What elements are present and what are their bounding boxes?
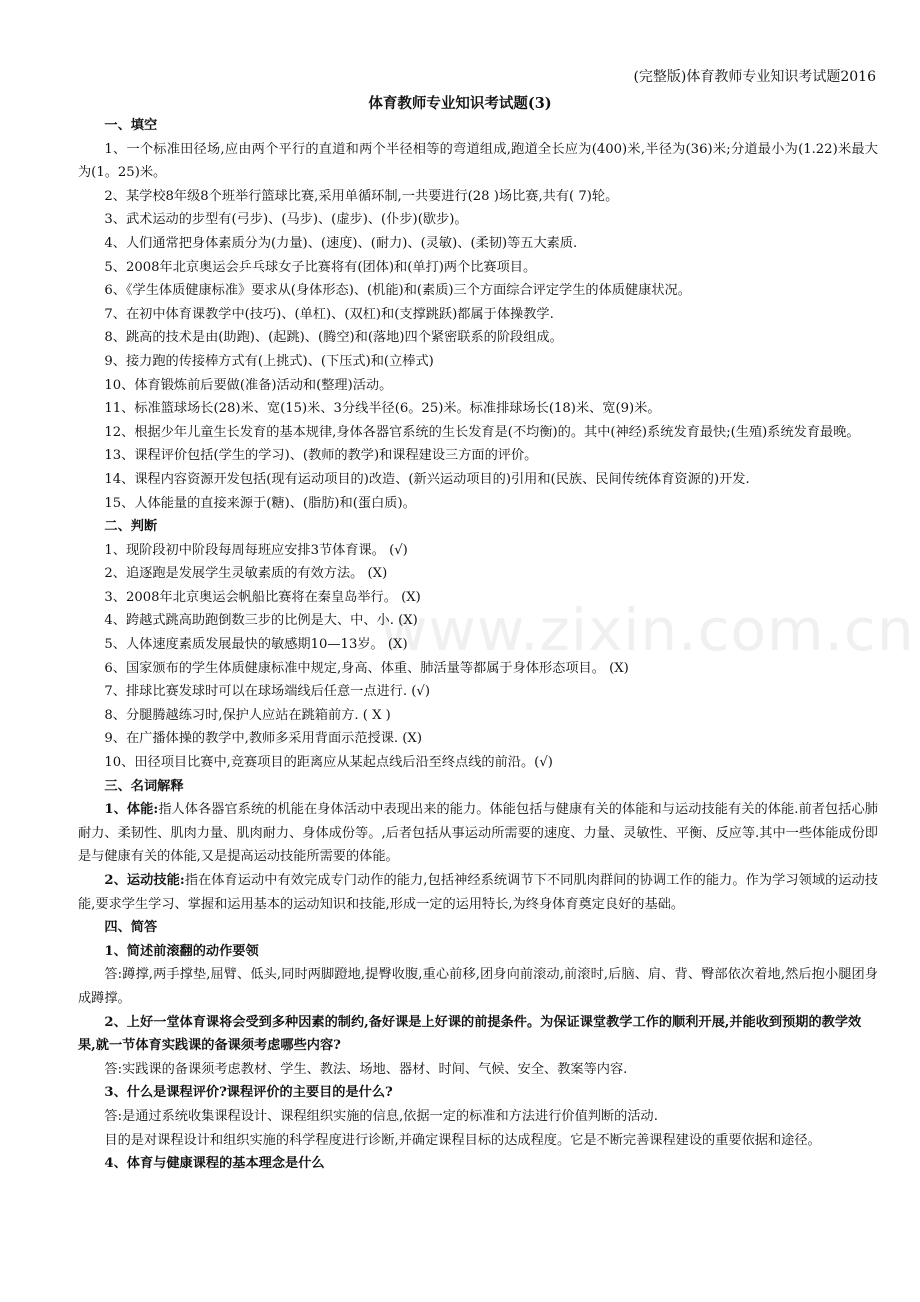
judge-item: 8、分腿腾越练习时,保护人应站在跳箱前方. ( X ) <box>104 707 391 723</box>
section-heading-short-answer: 四、简答 <box>104 920 158 936</box>
term-text: 指在体育运动中有效完成专门动作的能力,包括神经系统调节下不同肌肉群间的协调工作的能力。作为学习领域的运动技能,要求学生学习、掌握和运用基本的运动知识和技能,形成一定的运用特长,为终身体育奠定良好的基础。 <box>78 873 878 912</box>
fill-item: 12、根据少年儿童生长发育的基本规律,身体各器官系统的生长发育是(不均衡)的。其中(神经)系统发育最快;(生殖)系统发育最晚。 <box>104 424 860 440</box>
fill-item: 10、体育锻炼前后要做(准备)活动和(整理)活动。 <box>104 377 393 393</box>
document-body <box>78 114 878 1176</box>
fill-item: 9、接力跑的传接棒方式有(上挑式)、(下压式)和(立棒式) <box>104 353 434 369</box>
question: 1、简述前滚翻的动作要领 <box>104 943 259 959</box>
judge-item: 6、国家颁布的学生体质健康标准中规定,身高、体重、肺活量等都属于身体形态项目。 (X) <box>104 660 629 676</box>
term-definition <box>78 798 878 869</box>
fill-item: 8、跳高的技术是由(助跑)、(起跳)、(腾空)和(落地)四个紧密联系的阶段组成。 <box>104 330 563 346</box>
section-heading-fill-blank: 一、填空 <box>104 118 158 133</box>
judge-item: 5、人体速度素质发展最快的敏感期10—13岁。 (X) <box>104 637 408 653</box>
page-title: 体育教师专业知识考试题(3) <box>368 95 552 112</box>
judge-item: 9、在广播体操的教学中,教师多采用背面示范授课. (X) <box>104 731 422 747</box>
term-text: 指人体各器官系统的机能在身体活动中表现出来的能力。体能包括与健康有关的体能和与运动技能有关的体能.前者包括心肺耐力、柔韧性、肌肉力量、肌肉耐力、身体成份等。,后者包括从事运动所需要的速度、力量、灵敏性、平衡、反应等.其中一些体能成份即是与健康有关的体能,又是提高运动技能所需要的体能。 <box>78 802 878 865</box>
fill-item: 11、标准篮球场长(28)米、宽(15)米、3分线半径(6。25)米。标准排球场长(18)米、宽(9)米。 <box>104 401 661 417</box>
question: 2、上好一堂体育课将会受到多种因素的制约,备好课是上好课的前提条件。为保证课堂教学工作的顺利开展,并能收到预期的教学效果,就一节体育实践课的备课须考虑哪些内容? <box>78 1014 862 1054</box>
section-heading-terms: 三、名词解释 <box>104 778 184 794</box>
page-header: (完整版)体育教师专业知识考试题2016 <box>633 69 876 85</box>
judge-item: 10、田径项目比赛中,竞赛项目的距离应从某起点线后沿至终点线的前沿。(√) <box>104 755 553 771</box>
term-definition <box>78 869 878 916</box>
fill-item: 4、人们通常把身体素质分为(力量)、(速度)、(耐力)、(灵敏)、(柔韧)等五大素质. <box>104 235 578 251</box>
judge-item: 3、2008年北京奥运会帆船比赛将在秦皇岛举行。 (X) <box>104 589 421 605</box>
answer: 目的是对课程设计和组织实施的科学程度进行诊断,并确定课程目标的达成程度。它是不断完善课程建设的重要依据和途径。 <box>104 1132 821 1148</box>
judge-item: 7、排球比赛发球时可以在球场端线后任意一点进行. (√) <box>104 684 430 700</box>
answer: 答:实践课的备课须考虑教材、学生、教法、场地、器材、时间、气候、安全、教案等内容. <box>104 1061 628 1077</box>
fill-item: 14、课程内容资源开发包括(现有运动项目的)改造、(新兴运动项目的)引用和(民族、民间传统体育资源的)开发. <box>104 471 750 487</box>
fill-item: 5、2008年北京奥运会乒乓球女子比赛将有(团体)和(单打)两个比赛项目。 <box>104 259 537 275</box>
watermark: www.zixin.com.cn <box>380 596 915 664</box>
answer: 答:是通过系统收集课程设计、课程组织实施的信息,依据一定的标准和方法进行价值判断的活动. <box>104 1108 658 1124</box>
section-heading-judgement: 二、判断 <box>104 519 158 535</box>
fill-item: 1、一个标准田径场,应由两个平行的直道和两个半径相等的弯道组成,跑道全长应为(400)米,半径为(36)米;分道最小为(1.22)米最大为(1。25)米。 <box>78 141 878 181</box>
fill-item: 7、在初中体育课教学中(技巧)、(单杠)、(双杠)和(支撑跳跃)都属于体操教学. <box>104 306 554 322</box>
judge-item: 4、跨越式跳高助跑倒数三步的比例是大、中、小. (X) <box>104 613 418 629</box>
question: 3、什么是课程评价?课程评价的主要目的是什么? <box>104 1085 393 1101</box>
term-title: 1、体能: <box>104 802 159 818</box>
term-title: 2、运动技能: <box>104 873 185 888</box>
answer: 答:蹲撑,两手撑垫,屈臂、低头,同时两脚蹬地,提臀收腹,重心前移,团身向前滚动,前滚时,后脑、肩、背、臀部依次着地,然后抱小腿团身成蹲撑。 <box>78 967 878 1006</box>
question: 4、体育与健康课程的基本理念是什么 <box>104 1156 325 1172</box>
judge-item: 1、现阶段初中阶段每周每班应安排3节体育课。 (√) <box>104 542 408 558</box>
fill-item: 2、某学校8年级8个班举行篮球比赛,采用单循环制,一共要进行(28 )场比赛,共有( 7)轮。 <box>104 188 619 204</box>
fill-item: 15、人体能量的直接来源于(糖)、(脂肪)和(蛋白质)。 <box>104 495 416 511</box>
judge-item: 2、追逐跑是发展学生灵敏素质的有效方法。 (X) <box>104 566 388 582</box>
fill-item: 6、《学生体质健康标准》要求从(身体形态)、(机能)和(素质)三个方面综合评定学生的体质健康状况。 <box>104 283 691 299</box>
fill-item: 13、课程评价包括(学生的学习)、(教师的教学)和课程建设三方面的评价。 <box>104 448 538 464</box>
fill-item: 3、武术运动的步型有(弓步)、(马步)、(虚步)、(仆步)(歇步)。 <box>104 212 468 228</box>
